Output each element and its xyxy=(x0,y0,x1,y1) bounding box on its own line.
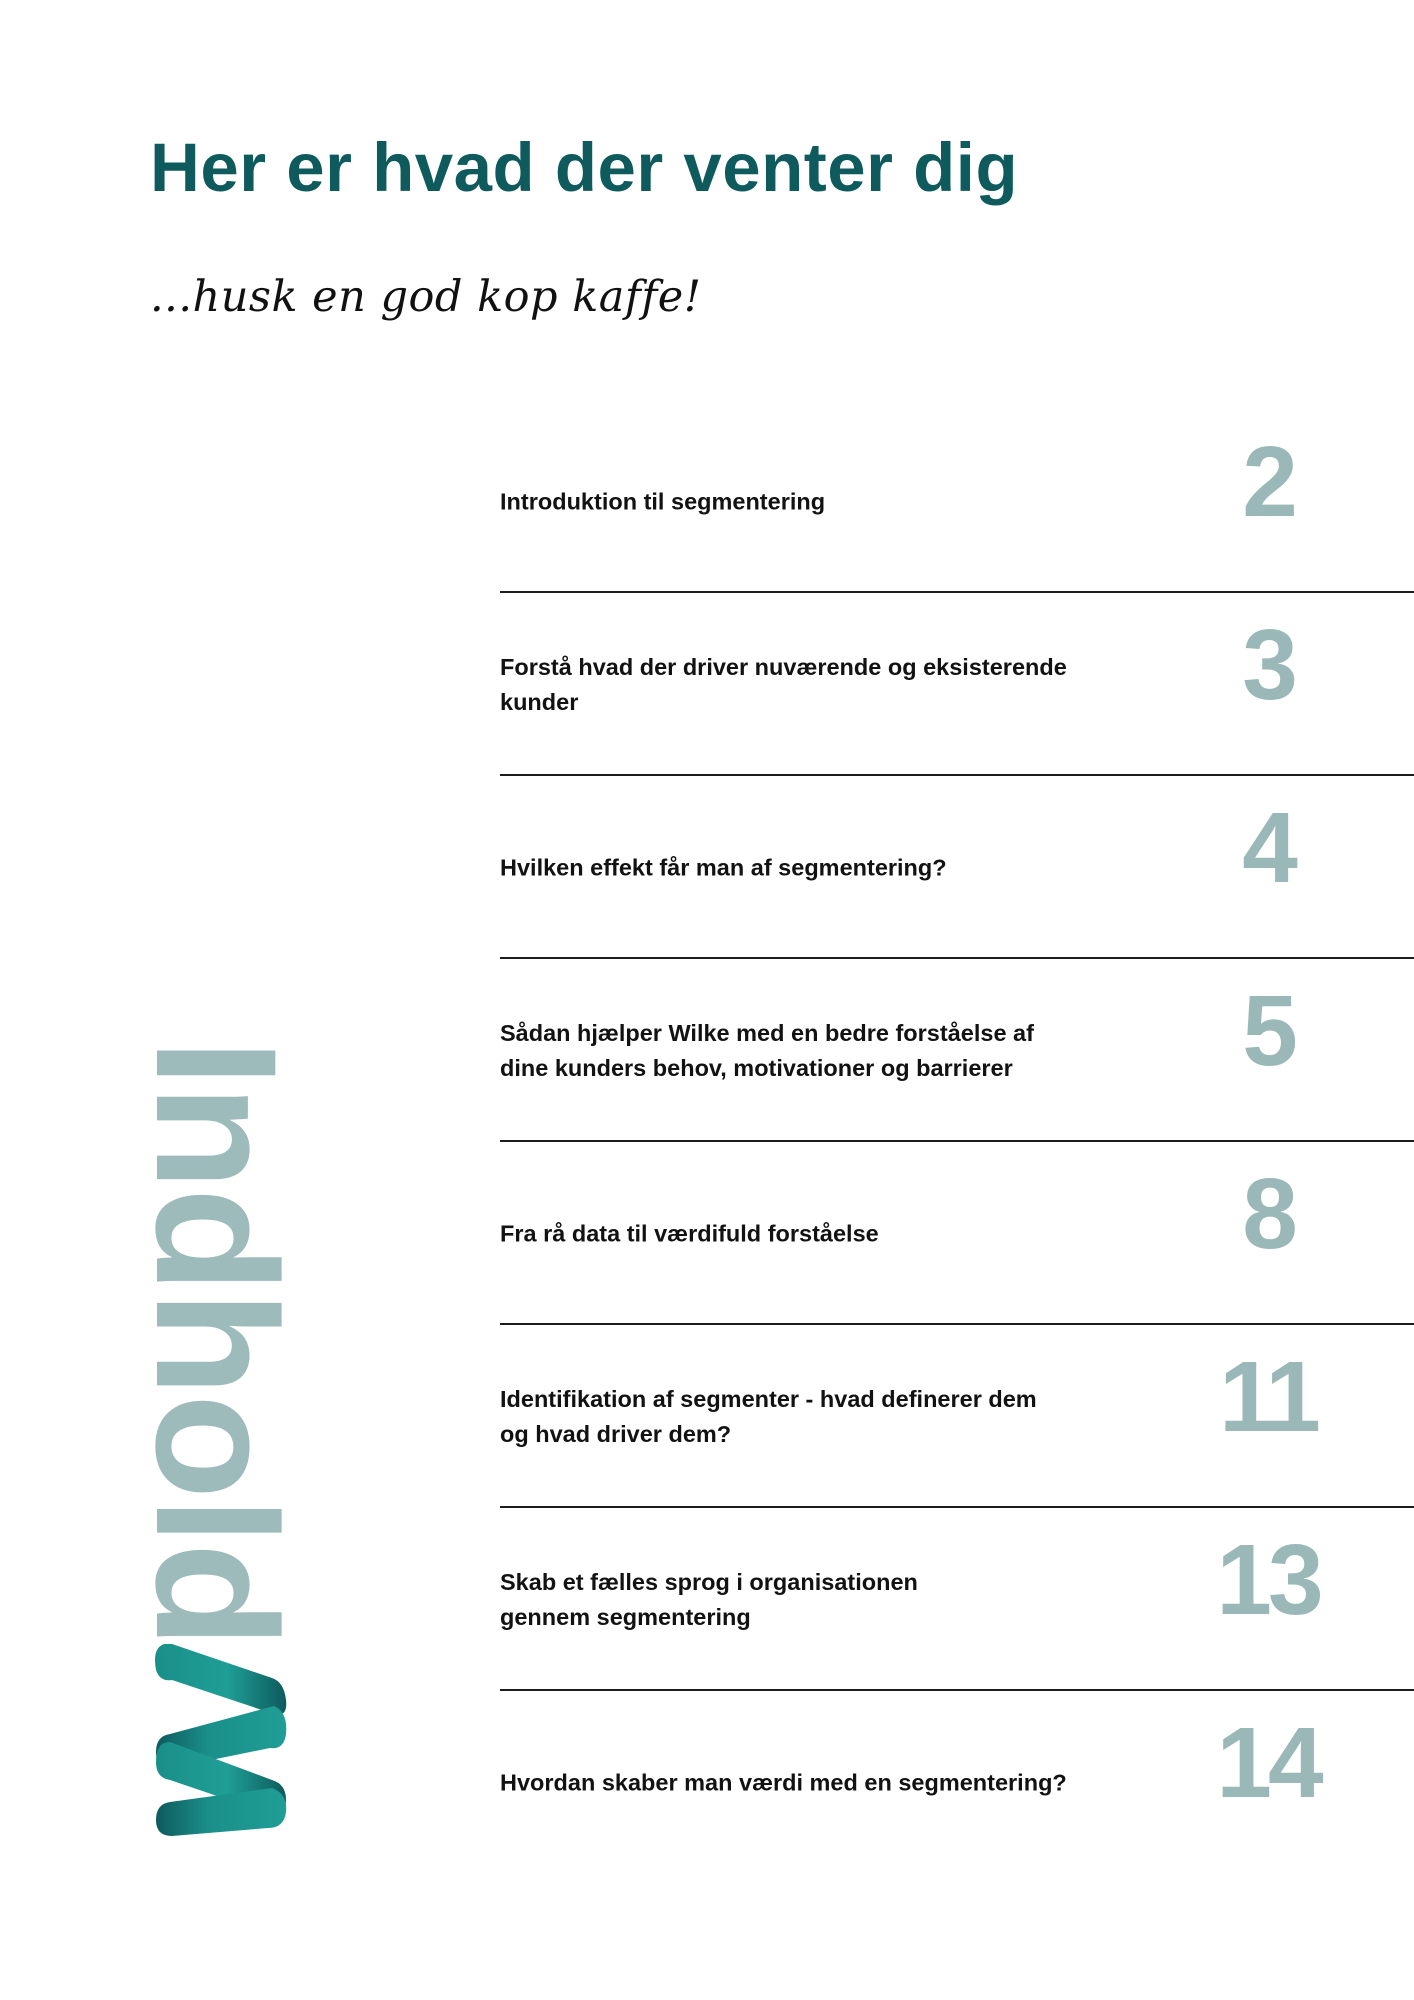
toc-row[interactable] xyxy=(500,959,1414,1142)
toc-page-number: 2 xyxy=(1242,426,1294,538)
toc-page-number: 13 xyxy=(1216,1524,1320,1636)
toc-item-label: Sådan hjælper Wilke med en bedre forståelse af dine kunders behov, motivationer og barrierer xyxy=(500,1020,1034,1081)
toc-row[interactable] xyxy=(500,1325,1414,1508)
toc-row[interactable] xyxy=(500,1142,1414,1325)
toc-page-number: 5 xyxy=(1242,975,1294,1087)
page-title: Her er hvad der venter dig xyxy=(150,129,1019,206)
toc-item-label: Forstå hvad der driver nuværende og eksisterende kunder xyxy=(500,654,1067,715)
section-label-vertical: Indhold xyxy=(120,1039,312,1646)
toc-item-label: Skab et fælles sprog i organisationen gennem segmentering xyxy=(500,1569,918,1630)
tagline: ...husk en god kop kaffe! xyxy=(150,272,702,322)
toc-item-label: Introduktion til segmentering xyxy=(500,488,826,515)
toc-page-number: 3 xyxy=(1242,609,1294,721)
logo-band-top xyxy=(155,1644,286,1715)
toc-row[interactable] xyxy=(500,1508,1414,1691)
toc-row[interactable] xyxy=(500,593,1414,776)
toc-item-label: Identifikation af segmenter - hvad definerer dem og hvad driver dem? xyxy=(500,1386,1037,1447)
toc-item-label: Hvilken effekt får man af segmentering? xyxy=(500,854,947,881)
toc-page-number: 4 xyxy=(1242,792,1294,904)
toc-page-number: 8 xyxy=(1242,1158,1294,1270)
table-of-contents xyxy=(500,410,1414,1874)
toc-row[interactable] xyxy=(500,410,1414,593)
toc-page-number: 11 xyxy=(1219,1341,1317,1453)
toc-page-number: 14 xyxy=(1216,1707,1320,1819)
wilke-logo-icon xyxy=(150,1638,290,1836)
toc-item-label: Fra rå data til værdifuld forståelse xyxy=(500,1220,879,1247)
logo-band-bottom xyxy=(156,1788,286,1836)
toc-row[interactable] xyxy=(500,1691,1414,1874)
toc-item-label: Hvordan skaber man værdi med en segmentering? xyxy=(500,1769,1067,1796)
toc-row[interactable] xyxy=(500,776,1414,959)
